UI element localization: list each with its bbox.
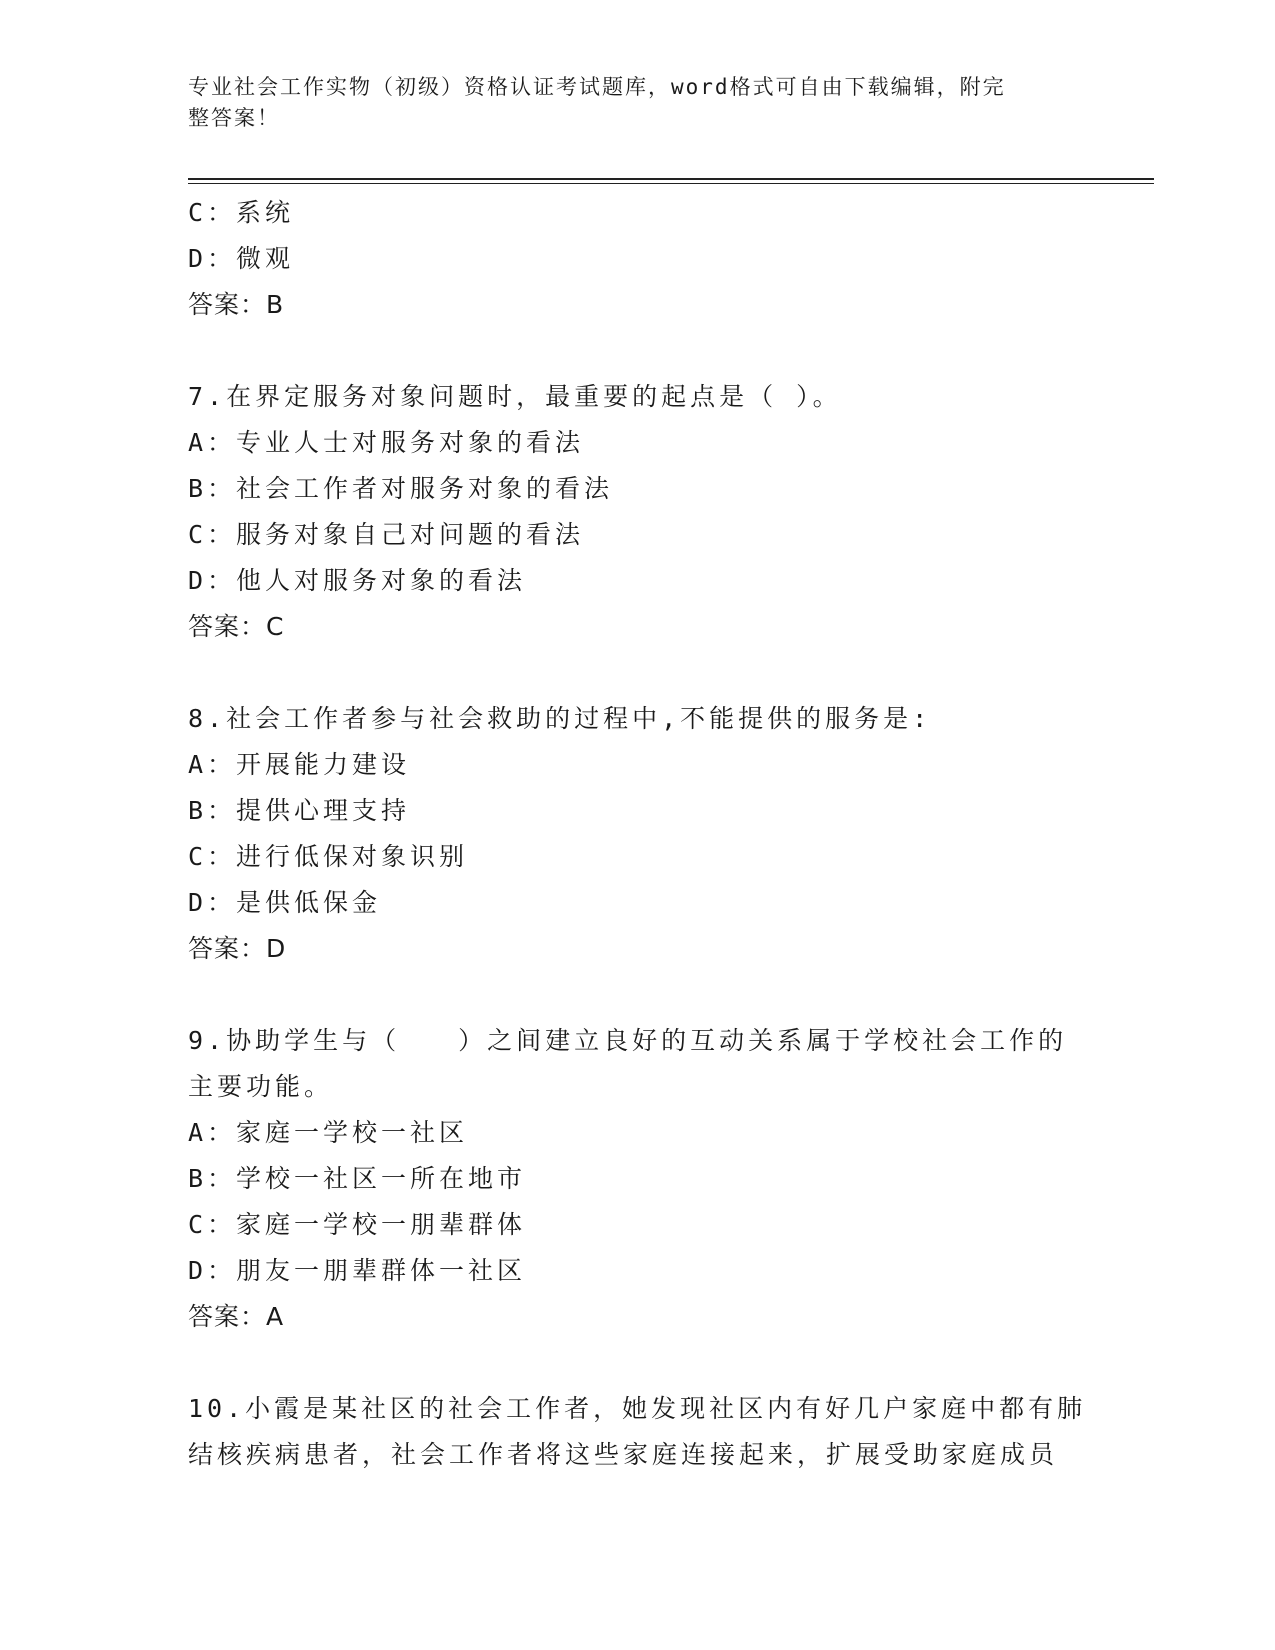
q9-stem-line-1: 9.协助学生与（ ）之间建立良好的互动关系属于学校社会工作的 bbox=[188, 1026, 1068, 1055]
question-list bbox=[188, 190, 1088, 1478]
q9-option-d: D：朋友一朋辈群体一社区 bbox=[188, 1256, 527, 1285]
q7-option-c: C：服务对象自己对问题的看法 bbox=[188, 520, 585, 549]
spacer bbox=[188, 328, 1088, 374]
spacer bbox=[188, 650, 1088, 696]
q8-stem: 8.社会工作者参与社会救助的过程中,不能提供的服务是: bbox=[188, 704, 932, 733]
q7-option-b: B：社会工作者对服务对象的看法 bbox=[188, 474, 614, 503]
q10-stem-line-1: 10.小霞是某社区的社会工作者，她发现社区内有好几户家庭中都有肺 bbox=[188, 1394, 1087, 1423]
q8-answer: 答案：D bbox=[188, 934, 287, 963]
q7-stem: 7.在界定服务对象问题时，最重要的起点是（ ）。 bbox=[188, 382, 842, 411]
q8-option-b: B：提供心理支持 bbox=[188, 796, 411, 825]
spacer bbox=[188, 972, 1088, 1018]
q9-option-a: A：家庭一学校一社区 bbox=[188, 1118, 469, 1147]
spacer bbox=[188, 1340, 1088, 1386]
q9-option-b: B：学校一社区一所在地市 bbox=[188, 1164, 527, 1193]
header-line-2: 整答案！ bbox=[188, 106, 280, 130]
prev-answer: 答案：B bbox=[188, 290, 285, 319]
q9-answer: 答案：A bbox=[188, 1302, 285, 1331]
q9-option-c: C：家庭一学校一朋辈群体 bbox=[188, 1210, 527, 1239]
q7-option-a: A：专业人士对服务对象的看法 bbox=[188, 428, 585, 457]
q9-stem-line-2: 主要功能。 bbox=[188, 1072, 334, 1101]
q8-option-d: D：是供低保金 bbox=[188, 888, 382, 917]
header-rule-thin bbox=[188, 183, 1154, 184]
q7-answer: 答案：C bbox=[188, 612, 285, 641]
prev-option-c: C：系统 bbox=[188, 198, 295, 227]
header-line-1: 专业社会工作实物（初级）资格认证考试题库，word格式可自由下载编辑，附完 bbox=[188, 75, 1006, 99]
page-header bbox=[188, 72, 1068, 134]
prev-option-d: D：微观 bbox=[188, 244, 295, 273]
q10-stem-line-2: 结核疾病患者，社会工作者将这些家庭连接起来，扩展受助家庭成员 bbox=[188, 1440, 1059, 1469]
header-rule-thick bbox=[188, 178, 1154, 180]
q8-option-a: A：开展能力建设 bbox=[188, 750, 411, 779]
q7-option-d: D：他人对服务对象的看法 bbox=[188, 566, 527, 595]
q8-option-c: C：进行低保对象识别 bbox=[188, 842, 469, 871]
